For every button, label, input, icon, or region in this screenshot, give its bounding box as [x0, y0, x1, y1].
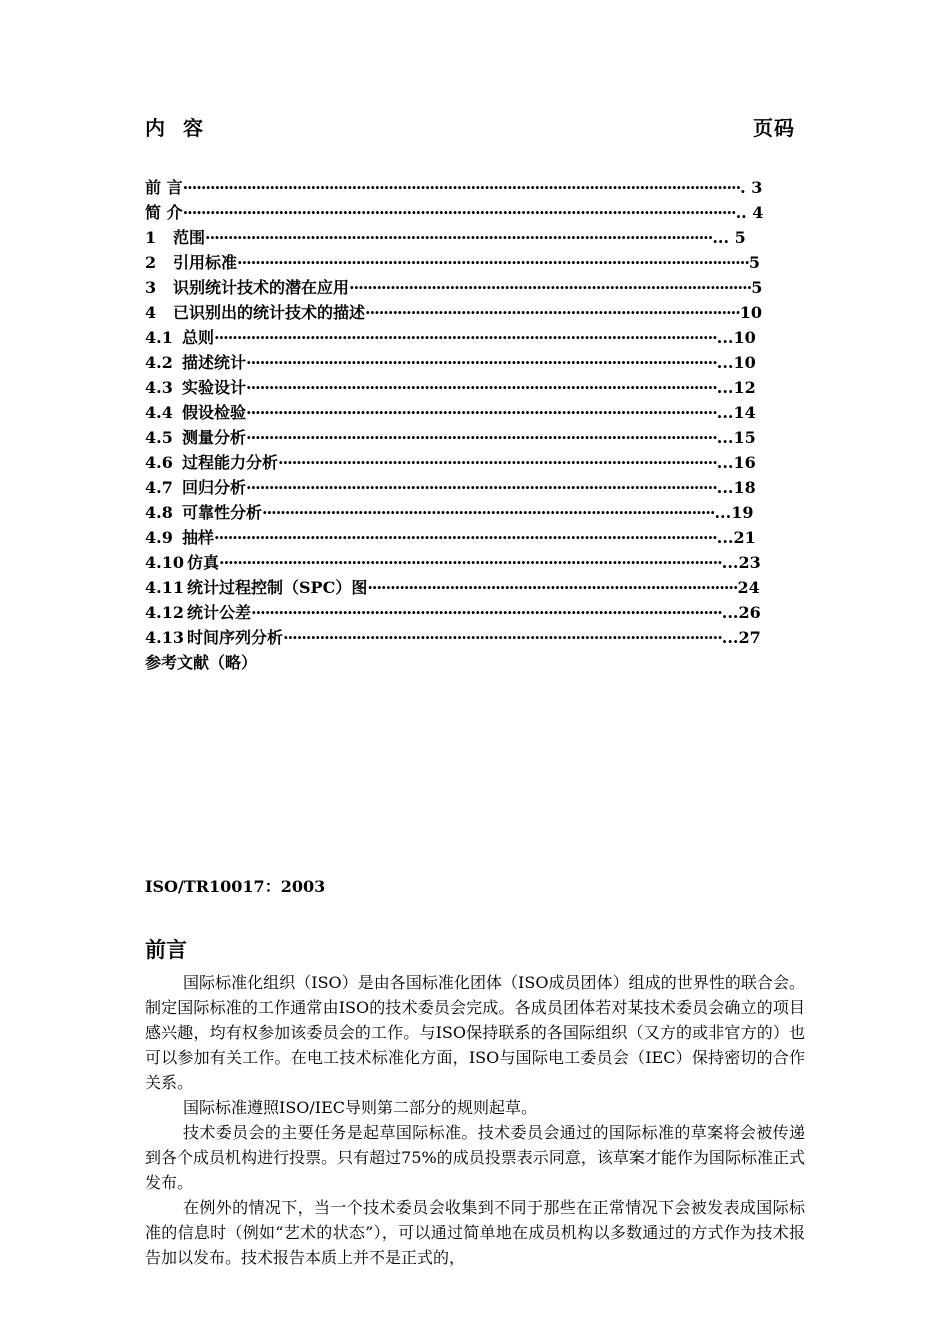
- toc-entry: [145, 575, 805, 600]
- toc-leader-dots: ··············································································································: [219, 553, 722, 572]
- toc-leader-dots: ··············································································································: [214, 528, 717, 547]
- toc-entry-page: ...18: [716, 478, 756, 497]
- paragraph: 国际标准遵照ISO/IEC导则第二部分的规则起草。: [183, 1098, 538, 1117]
- toc-leader-dots: ·······································································································: [246, 428, 717, 447]
- toc-entry-title: 回归分析: [182, 478, 247, 497]
- toc-entry: [145, 400, 805, 425]
- toc-entry-number: 4.5: [145, 428, 173, 447]
- toc-entry-number: 4.2: [145, 353, 173, 372]
- toc-leader-dots: ···································································································: [262, 503, 715, 522]
- toc-entry-page: ...27: [721, 628, 761, 647]
- toc-entry-title: 识别统计技术的潜在应用: [173, 278, 350, 297]
- toc-leader-dots: ································································································: [278, 453, 717, 472]
- toc-leader-dots: ·······································································································: [246, 353, 717, 372]
- toc-entry-number: 4.3: [145, 378, 173, 397]
- toc-entry-title: 实验设计: [182, 378, 247, 397]
- toc-entry-number: 4.1: [145, 328, 173, 347]
- toc-entry-page: 5: [751, 278, 763, 297]
- toc-header-contents: 内容: [145, 116, 221, 140]
- toc-entry-page: ...10: [716, 328, 756, 347]
- toc-entry: [145, 350, 805, 375]
- toc-leader-dots: ·······································································································: [251, 603, 722, 622]
- toc-entry-page: ...12: [716, 378, 756, 397]
- toc-entry-title: 测量分析: [182, 428, 247, 447]
- toc-leader-dots: ···············································································································: [205, 228, 713, 247]
- toc-leader-dots: ··················································································: [365, 303, 740, 322]
- toc-entry: [145, 625, 805, 650]
- toc-entry-page: .. 4: [735, 203, 764, 222]
- toc-entry-page: ...15: [716, 428, 756, 447]
- paragraph: 技术委员会的主要任务是起草国际标准。技术委员会通过的国际标准的草案将会被传递到各个成员机构进行投票。只有超过75%的成员投票表示同意，该草案才能作为国际标准正式发布。: [145, 1123, 805, 1192]
- toc-entry-title: 抽样: [182, 528, 215, 547]
- toc-entry-number: 4.8: [145, 503, 173, 522]
- toc-entry-page: . 3: [740, 178, 763, 197]
- toc-entry-number: 4.9: [145, 528, 173, 547]
- toc-header: [145, 112, 795, 142]
- toc-entry-page: ...26: [721, 603, 761, 622]
- toc-entry-page: ...10: [716, 353, 756, 372]
- toc-entry: [145, 250, 805, 275]
- toc-entry-number: 4.11: [145, 578, 184, 597]
- toc-entry-page: ...14: [716, 403, 756, 422]
- toc-entry-page: ...21: [716, 528, 756, 547]
- toc-entry-number: 3: [145, 278, 157, 297]
- toc-entry: [145, 450, 805, 475]
- toc-entry-page: ...23: [721, 553, 761, 572]
- toc-entry-page: ...16: [716, 453, 756, 472]
- toc-entry: [145, 500, 805, 525]
- toc-entry-title: 前 言: [145, 178, 183, 197]
- toc-entry-number: 1: [145, 228, 157, 247]
- toc-entry-title: 参考文献（略）: [145, 653, 258, 672]
- toc-entry-title: 范围: [173, 228, 206, 247]
- toc-entry-number: 4: [145, 303, 157, 322]
- body-text: [145, 970, 805, 1270]
- toc-leader-dots: ················································································································: [237, 253, 749, 272]
- toc-leader-dots: ·················································································: [367, 578, 738, 597]
- toc-entry: [145, 525, 805, 550]
- toc-leader-dots: ··············································································································: [214, 328, 717, 347]
- toc-entry-number: 4.7: [145, 478, 173, 497]
- toc-entry-title: 可靠性分析: [182, 503, 263, 522]
- toc-entry: [145, 425, 805, 450]
- toc-entry-title: 已识别出的统计技术的描述: [173, 303, 366, 322]
- paragraph: 在例外的情况下，当一个技术委员会收集到不同于那些在正常情况下会被发表成国际标准的信息时（例如“艺术的状态”），可以通过简单地在成员机构以多数通过的方式作为技术报告加以发布。技术报告本质上并不是正式的，: [145, 1198, 805, 1267]
- toc-leader-dots: ·························································································································: [182, 203, 736, 222]
- toc-entry-number: 4.13: [145, 628, 184, 647]
- toc-entry-title: 统计过程控制（SPC）图: [187, 578, 368, 597]
- toc-entry: [145, 550, 805, 575]
- toc-leader-dots: ··························································································································: [182, 178, 741, 197]
- toc-entry-number: 2: [145, 253, 157, 272]
- toc-entry-page: ...19: [714, 503, 754, 522]
- toc-leader-dots: ························································································: [349, 278, 752, 297]
- toc-entry-number: 4.12: [145, 603, 184, 622]
- toc-entry-number: 4.6: [145, 453, 173, 472]
- toc-entry-title: 简 介: [145, 203, 183, 222]
- toc-entry-number: 4.4: [145, 403, 173, 422]
- toc-entry: [145, 375, 805, 400]
- toc-leader-dots: ································································································: [283, 628, 722, 647]
- toc-entry: [145, 325, 805, 350]
- toc-entry: [145, 475, 805, 500]
- toc-entry: [145, 200, 805, 225]
- toc-entry-title: 假设检验: [182, 403, 247, 422]
- toc-entry: [145, 600, 805, 625]
- toc-entry-page: 10: [739, 303, 763, 322]
- toc-leader-dots: ·······································································································: [246, 378, 717, 397]
- toc-entry-title: 总则: [182, 328, 215, 347]
- toc-entry-page: ... 5: [712, 228, 746, 247]
- toc-entry: [145, 225, 805, 250]
- paragraph: 国际标准化组织（ISO）是由各国标准化团体（ISO成员团体）组成的世界性的联合会。制定国际标准的工作通常由ISO的技术委员会完成。各成员团体若对某技术委员会确立的项目感兴趣，均有权参加该委员会的工作。与ISO保持联系的各国际组织（又方的或非官方的）也可以参加有关工作。在电工技术标准化方面，ISO与国际电工委员会（IEC）保持密切的合作关系。: [145, 973, 805, 1092]
- section-title: 前言: [145, 937, 187, 962]
- toc-leader-dots: ·······································································································: [246, 478, 717, 497]
- toc-entry: [145, 650, 805, 675]
- toc-entry-title: 描述统计: [182, 353, 247, 372]
- toc-entry: [145, 300, 805, 325]
- table-of-contents: [145, 175, 805, 675]
- toc-entry: [145, 275, 805, 300]
- toc-entry-title: 引用标准: [173, 253, 238, 272]
- toc-entry-title: 时间序列分析: [187, 628, 284, 647]
- toc-header-page: 页码: [753, 116, 795, 140]
- toc-entry-title: 过程能力分析: [182, 453, 279, 472]
- document-identifier: ISO/TR10017：2003: [145, 877, 326, 896]
- toc-entry-title: 仿真: [187, 553, 220, 572]
- toc-entry-page: 24: [737, 578, 760, 597]
- toc-entry-page: 5: [748, 253, 761, 272]
- toc-entry-title: 统计公差: [187, 603, 252, 622]
- toc-leader-dots: ·······································································································: [246, 403, 717, 422]
- toc-entry-number: 4.10: [145, 553, 184, 572]
- toc-entry: [145, 175, 805, 200]
